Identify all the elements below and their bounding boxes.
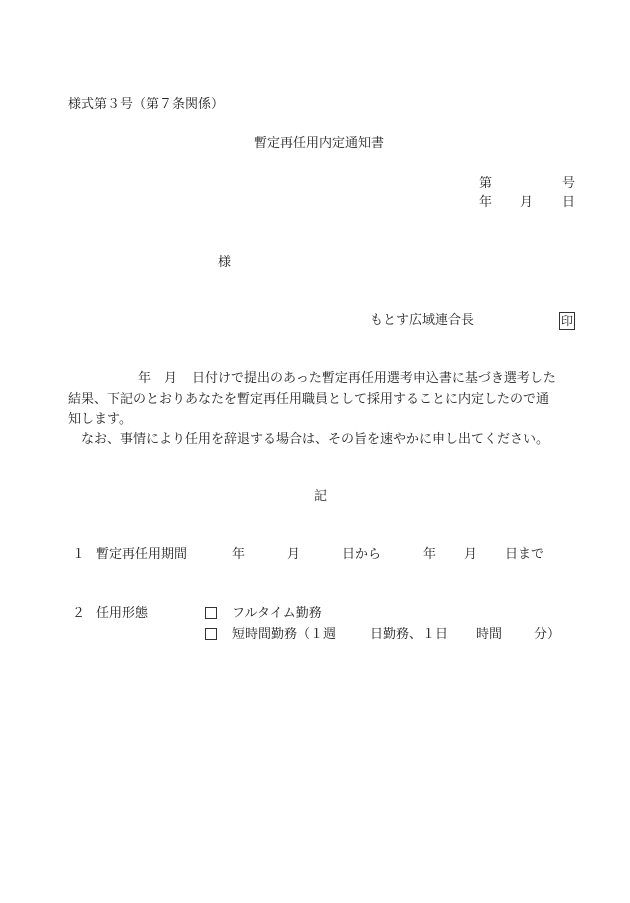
parttime-label-a: 短時間勤務（１週 [232,627,337,642]
parttime-label-d: 分） [534,627,561,642]
body-line1-year: 年 [138,371,152,386]
item1-number: １ [72,547,86,562]
seal-label: 印 [561,314,574,328]
item1-month2: 月 [464,547,478,562]
item1-year2: 年 [423,547,437,562]
ref-dai: 第 [479,176,493,191]
item2-number: ２ [72,606,86,621]
item1-label: 暫定再任用期間 [96,547,188,562]
item1-year1: 年 [232,547,246,562]
body-line3: 知します。 [68,412,132,427]
seal-mark [559,312,575,330]
parttime-checkbox-box[interactable] [205,628,217,640]
item1-until: 日まで [505,547,545,562]
body-line2: 結果、下記のとおりあなたを暫定再任用職員として採用することに内定したので通 [68,392,550,407]
ref-go: 号 [562,176,576,191]
fulltime-label: フルタイム勤務 [232,606,322,621]
item1-from: 日から [342,547,382,562]
date-day: 日 [562,195,576,210]
parttime-label-b: 日勤務、１日 [370,627,449,642]
parttime-checkbox[interactable] [205,628,217,642]
addressee-suffix: 様 [218,255,232,270]
sender-name: もとす広域連合長 [370,313,475,328]
document-title: 暫定再任用内定通知書 [254,136,385,151]
parttime-label-c: 時間 [476,627,503,642]
date-year: 年 [479,195,493,210]
body-line4: なお、事情により任用を辞退する場合は、その旨を速やかに申し出てください。 [81,432,550,447]
fulltime-checkbox-box[interactable] [205,607,217,619]
item1-month1: 月 [287,547,301,562]
date-month: 月 [520,195,534,210]
ki-heading: 記 [314,489,328,504]
form-number: 様式第３号（第７条関係） [68,97,225,112]
body-line1-month: 月 [164,371,178,386]
item2-label: 任用形態 [96,606,149,621]
body-line1-rest: 日付けで提出のあった暫定再任用選考申込書に基づき選考した [192,371,556,386]
fulltime-checkbox[interactable] [205,607,217,621]
